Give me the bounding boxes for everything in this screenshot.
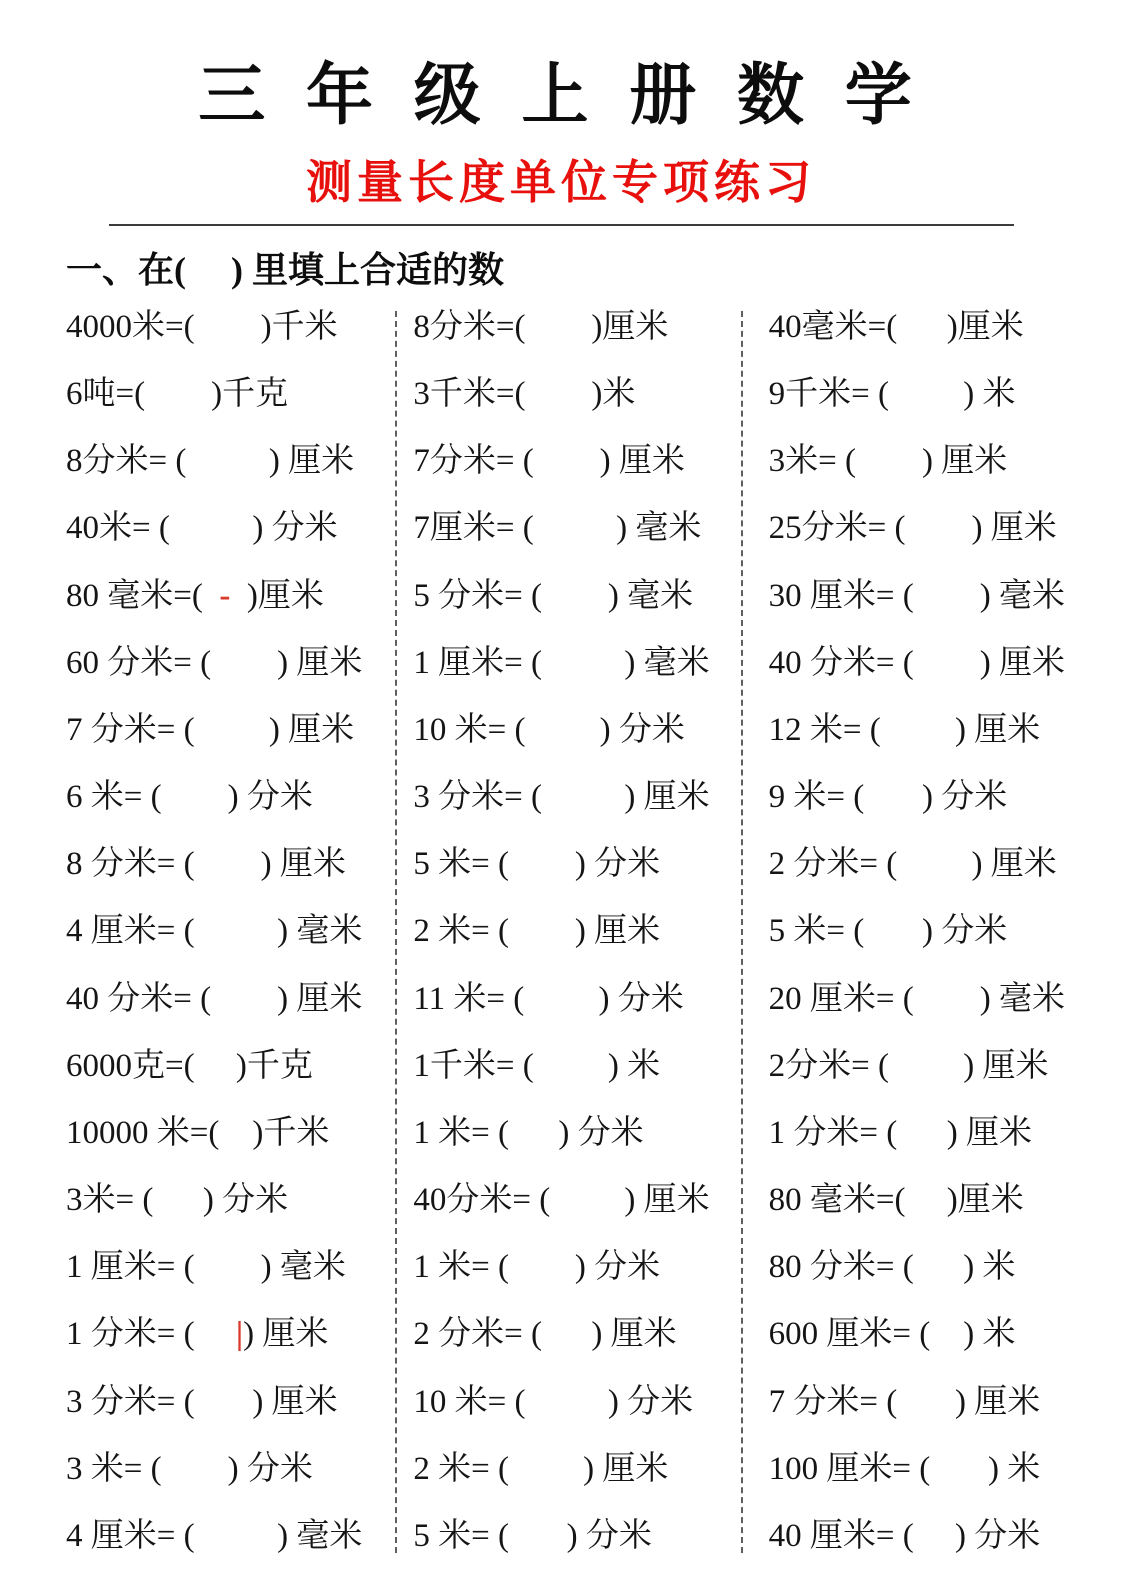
exercise-item <box>413 1450 736 1487</box>
page-subtitle: 测量长度单位专项练习 <box>306 157 816 208</box>
exercise-text: 1 厘米= ( ) 毫米 <box>66 1249 346 1286</box>
exercise-text: 9 米= ( ) 分米 <box>768 779 1008 816</box>
exercise-item <box>768 1114 1092 1151</box>
exercise-text: ) 厘米 <box>243 1316 329 1353</box>
exercise-text: 20 厘米= ( ) 毫米 <box>768 980 1065 1017</box>
exercise-column-right <box>743 311 1092 1553</box>
exercise-item <box>769 1318 1092 1351</box>
exercise-text: 8 分米= ( ) 厘米 <box>66 846 346 883</box>
exercise-text: 2 分米= ( ) 厘米 <box>768 846 1057 883</box>
exercise-column-left <box>66 311 397 1553</box>
exercise-item <box>768 644 1092 681</box>
exercise-text: 12 米= ( ) 厘米 <box>768 711 1041 748</box>
exercise-item <box>769 378 1092 411</box>
exercise-item <box>413 848 736 881</box>
exercise-item <box>66 711 389 748</box>
exercise-text: 80 毫米=( <box>66 577 220 614</box>
red-pen-mark: - <box>219 577 231 614</box>
exercise-item <box>66 1450 389 1487</box>
exercise-text: 6000克=( )千克 <box>66 1047 313 1084</box>
exercise-text: 2分米= ( ) 厘米 <box>768 1047 1049 1084</box>
exercise-item <box>66 1517 389 1554</box>
exercise-text: 6 米= ( ) 分米 <box>66 779 313 816</box>
exercise-text: 7 分米= ( ) 厘米 <box>66 711 355 748</box>
exercise-text: 11 米= ( ) 分米 <box>413 980 684 1017</box>
exercise-item <box>66 512 389 545</box>
exercise-text: 1 分米= ( ) 厘米 <box>768 1114 1032 1151</box>
exercise-item <box>413 445 736 478</box>
exercise-item <box>413 1517 736 1554</box>
exercise-item <box>413 1184 736 1217</box>
exercise-text: 10000 米=( )千米 <box>66 1114 330 1151</box>
exercise-item <box>769 311 1092 344</box>
exercise-text: 100 厘米= ( ) 米 <box>768 1450 1041 1487</box>
exercise-item <box>413 311 736 344</box>
exercise-item <box>413 711 736 748</box>
exercise-text: 2 米= ( ) 厘米 <box>413 913 661 950</box>
exercise-text: 3 米= ( ) 分米 <box>66 1450 313 1487</box>
exercise-item <box>66 1251 389 1284</box>
exercise-item <box>413 378 736 411</box>
exercise-text: 6吨=( )千克 <box>66 376 289 413</box>
exercise-item <box>413 915 736 948</box>
exercise-text: 5 米= ( ) 分米 <box>413 1517 652 1554</box>
exercise-item <box>769 915 1092 948</box>
exercise-item <box>66 980 389 1017</box>
exercise-item <box>413 1114 736 1151</box>
exercise-item <box>66 311 389 344</box>
exercise-item <box>413 1251 736 1284</box>
exercise-item <box>66 1114 389 1151</box>
exercise-item <box>769 848 1092 881</box>
exercise-column-middle <box>397 311 742 1553</box>
exercise-item <box>66 1318 389 1351</box>
exercise-text: 4000米=( )千米 <box>66 309 338 345</box>
page-title: 三 年 级 上 册 数 学 <box>198 59 924 133</box>
exercise-text: 8分米=( )厘米 <box>413 309 669 345</box>
section-heading: 一、在( ) 里填上合适的数 <box>66 250 504 290</box>
exercise-text: 5 米= ( ) 分米 <box>413 846 661 883</box>
exercise-item <box>413 1318 736 1351</box>
exercise-text: 1 厘米= ( ) 毫米 <box>413 644 710 681</box>
exercise-text: 3千米=( )米 <box>413 376 636 413</box>
title-divider <box>109 224 1014 226</box>
exercise-text: 3米= ( ) 厘米 <box>768 443 1008 480</box>
exercise-item <box>66 1047 389 1084</box>
exercise-text: 1 分米= ( <box>66 1316 236 1353</box>
exercise-item <box>768 1517 1092 1554</box>
exercise-text: 7 分米= ( ) 厘米 <box>768 1383 1041 1420</box>
exercise-text: 9千米= ( ) 米 <box>768 376 1016 413</box>
exercise-item <box>768 1450 1092 1487</box>
exercise-text: 7厘米= ( ) 毫米 <box>413 510 702 547</box>
exercise-item <box>413 781 736 814</box>
exercise-item <box>66 1383 389 1420</box>
exercise-text: 30 厘米= ( ) 毫米 <box>768 577 1065 614</box>
exercise-item <box>66 1184 389 1217</box>
exercise-text: 2 分米= ( ) 厘米 <box>413 1316 677 1353</box>
exercise-text: 4 厘米= ( ) 毫米 <box>66 1517 363 1554</box>
exercise-columns <box>66 311 1092 1553</box>
exercise-text: 8分米= ( ) 厘米 <box>66 443 355 480</box>
exercise-item <box>66 577 389 614</box>
exercise-text: 40 分米= ( ) 厘米 <box>66 980 363 1017</box>
exercise-item <box>413 512 736 545</box>
exercise-text: 1 米= ( ) 分米 <box>413 1114 644 1151</box>
exercise-text: 600 厘米= ( ) 米 <box>768 1316 1016 1353</box>
exercise-text: 60 分米= ( ) 厘米 <box>66 644 363 681</box>
exercise-item <box>769 512 1092 545</box>
exercise-text: 1 米= ( ) 分米 <box>413 1249 661 1286</box>
exercise-text: 40 分米= ( ) 厘米 <box>768 644 1065 681</box>
exercise-item <box>66 781 389 814</box>
exercise-item <box>769 1184 1092 1217</box>
exercise-item <box>413 577 736 614</box>
exercise-item <box>413 980 736 1017</box>
exercise-item <box>66 848 389 881</box>
exercise-text: 40毫米=( )厘米 <box>768 309 1024 345</box>
exercise-text: 80 毫米=( )厘米 <box>768 1182 1024 1219</box>
exercise-item <box>768 1383 1092 1420</box>
exercise-item <box>413 1047 736 1084</box>
red-pen-mark: | <box>235 1316 244 1353</box>
exercise-item <box>768 577 1092 614</box>
exercise-item <box>769 1251 1092 1284</box>
exercise-item <box>769 781 1092 814</box>
exercise-text: 1千米= ( ) 米 <box>413 1047 661 1084</box>
exercise-item <box>413 1383 736 1420</box>
exercise-text: 25分米= ( ) 厘米 <box>768 510 1057 547</box>
exercise-item <box>66 644 389 681</box>
exercise-text: 4 厘米= ( ) 毫米 <box>66 913 363 950</box>
exercise-item <box>66 378 389 411</box>
exercise-item <box>768 1047 1092 1084</box>
exercise-text: 3 分米= ( ) 厘米 <box>66 1383 338 1420</box>
exercise-item <box>768 711 1092 748</box>
exercise-item <box>768 980 1092 1017</box>
exercise-text: 7分米= ( ) 厘米 <box>413 443 685 480</box>
exercise-text: 2 米= ( ) 厘米 <box>413 1450 669 1487</box>
exercise-item <box>413 644 736 681</box>
exercise-text: 10 米= ( ) 分米 <box>413 1383 694 1420</box>
exercise-text: 3 分米= ( ) 厘米 <box>413 779 710 816</box>
exercise-item <box>66 915 389 948</box>
exercise-text: 40米= ( ) 分米 <box>66 510 338 547</box>
exercise-item <box>66 445 389 478</box>
exercise-text: 40 厘米= ( ) 分米 <box>768 1517 1041 1554</box>
exercise-text: 40分米= ( ) 厘米 <box>413 1182 710 1219</box>
exercise-text: 80 分米= ( ) 米 <box>768 1249 1016 1286</box>
exercise-text: 3米= ( ) 分米 <box>66 1182 289 1219</box>
exercise-text: 10 米= ( ) 分米 <box>413 711 685 748</box>
exercise-text: )厘米 <box>230 577 324 614</box>
exercise-item <box>769 445 1092 478</box>
exercise-text: 5 米= ( ) 分米 <box>768 913 1008 950</box>
exercise-text: 5 分米= ( ) 毫米 <box>413 577 694 614</box>
